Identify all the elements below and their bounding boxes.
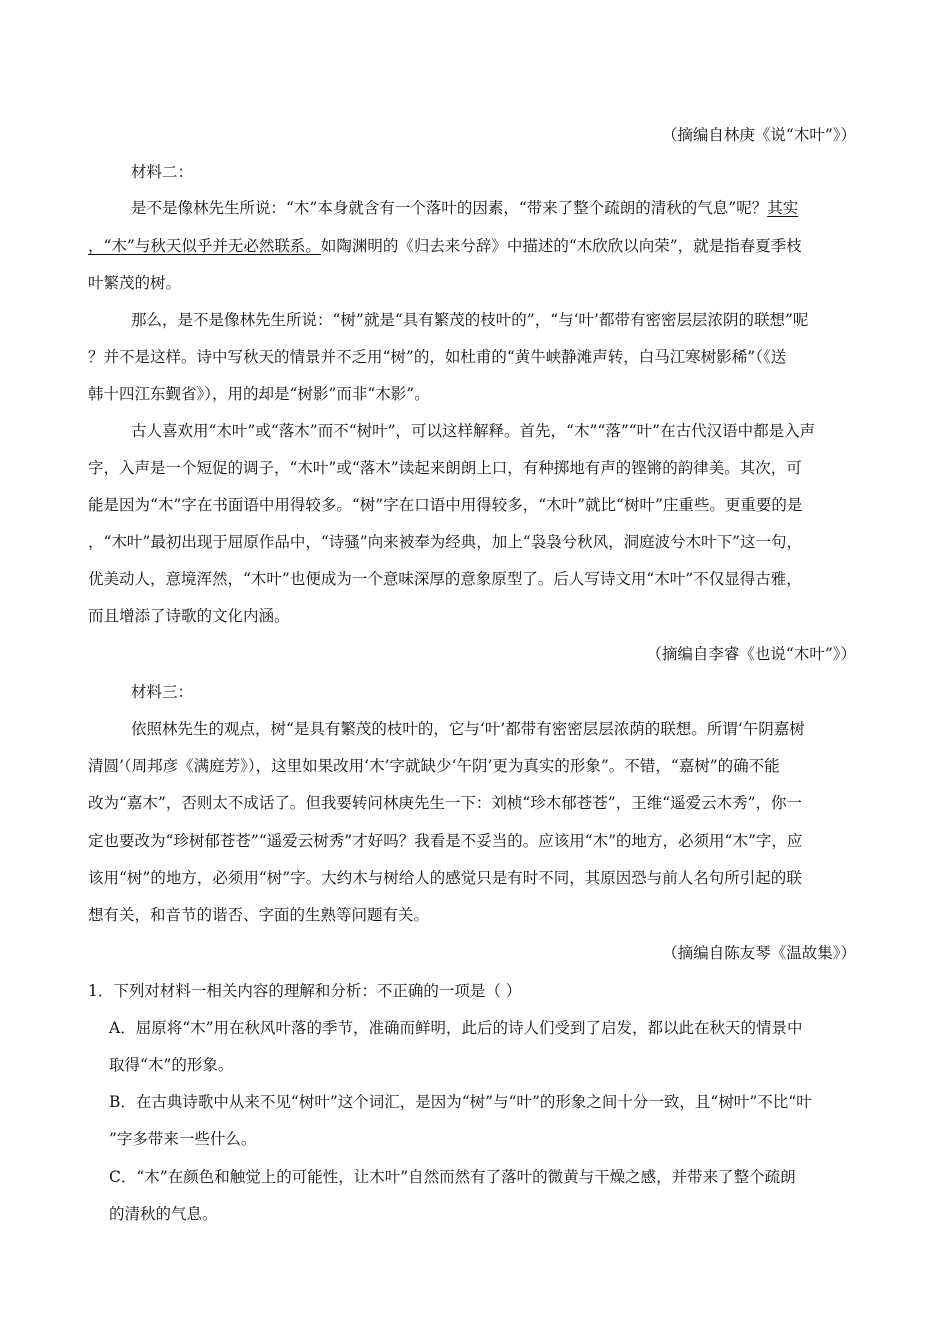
material-3-p1-line3: 改为“嘉木”，否则太不成话了。但我要转问林庚先生一下：刘桢“珍木郁苍苍”，王维“遥爱云木秀”，你一 xyxy=(88,794,803,812)
source-citation-1: （摘编自林庚《说“木叶”》） xyxy=(661,126,856,144)
material-3-p1-line6: 想有关，和音节的谐否、字面的生熟等问题有关。 xyxy=(88,906,430,924)
material-3-p1-line5: 该用“树”的地方，必须用“树”字。大约木与树给人的感觉只是有时不同，其原因恐与前人名句所引起的联 xyxy=(88,869,802,887)
option-b-line1: B．在古典诗歌中从来不见“树叶”这个词汇，是因为“树”与“叶”的形象之间十分一致，且“树叶”不比“叶 xyxy=(109,1093,812,1111)
material-3-p1-line4: 定也要改为“珍树郁苍苍”“遥爱云树秀”才好吗？我看是不妥当的。应该用“木”的地方，必须用“木”字，应 xyxy=(88,832,803,850)
question-1-stem: 1．下列对材料一相关内容的理解和分析：不正确的一项是（ ） xyxy=(88,982,522,1000)
material-2-p1-line2 xyxy=(88,236,858,256)
option-a-line1: A．屈原将“木”用在秋风叶落的季节，准确而鲜明，此后的诗人们受到了启发，都以此在秋天的情景中 xyxy=(109,1019,803,1037)
material-2-p3-line6: 而且增添了诗歌的文化内涵。 xyxy=(88,607,290,625)
underlined-text: ，“木”与秋天似乎并无必然联系。 xyxy=(88,237,321,255)
material-2-p3-line3: 能是因为“木”字在书面语中用得较多。“树”字在口语中用得较多，“木叶”就比“树叶”庄重些。更重要的是 xyxy=(88,496,803,514)
material-3-heading: 材料三： xyxy=(131,683,194,701)
material-2-p3-line5: 优美动人，意境浑然，“木叶”也便成为一个意味深厚的意象原型了。后人写诗文用“木叶”不仅显得古雅， xyxy=(88,570,802,588)
material-2-heading: 材料二： xyxy=(131,163,194,181)
material-2-p3-line1: 古人喜欢用“木叶”或“落木”而不“树叶”，可以这样解释。首先，“木”“落”“叶”在古代汉语中都是入声 xyxy=(131,422,816,440)
material-2-p1-line1-text: 是不是像林先生所说：“木”本身就含有一个落叶的因素，“带来了整个疏朗的清秋的气息”呢？ xyxy=(131,199,768,217)
material-2-p3-line4: ，“木叶”最初出现于屈原作品中，“诗骚”向来被奉为经典，加上“袅袅兮秋风，洞庭波兮木叶下”这一句， xyxy=(88,533,803,551)
option-b-line2: ”字多带来一些什么。 xyxy=(109,1130,257,1148)
material-2-p1-line1 xyxy=(131,198,858,218)
material-2-p3-line2: 字，入声是一个短促的调子，“木叶”或“落木”读起来朗朗上口，有种掷地有声的铿锵的韵律美。其次，可 xyxy=(88,459,802,477)
material-3-p1-line1: 依照林先生的观点，树“是具有繁茂的枝叶的，它与‘叶’都带有密密层层浓荫的联想。所谓‘午阴嘉树 xyxy=(131,720,805,738)
source-citation-3: （摘编自陈友琴《温故集》） xyxy=(662,944,856,962)
option-a-line2: 取得“木”的形象。 xyxy=(109,1056,234,1074)
source-citation-2: （摘编自李睿《也说“木叶”》） xyxy=(646,645,856,663)
material-3-p1-line2: 清圆’（周邦彦《满庭芳》），这里如果改用‘木’字就缺少‘午阴’更为真实的形象”。不错，“嘉树”的确不能 xyxy=(88,757,780,775)
material-2-p1-line3: 叶繁茂的树。 xyxy=(88,274,182,292)
option-c-line2: 的清秋的气息。 xyxy=(109,1205,218,1223)
option-c-line1: C．“木”在颜色和触觉上的可能性，让木叶”自然而然有了落叶的微黄与干燥之感，并带来了整个疏朗 xyxy=(109,1168,796,1186)
material-2-p2-line2: ？并不是这样。诗中写秋天的情景并不乏用“树”的，如杜甫的“黄牛峡静滩声转，白马江寒树影稀”（《送 xyxy=(88,348,787,366)
material-2-p1-line2-text: 如陶渊明的《归去来兮辞》中描述的“木欣欣以向荣”，就是指春夏季枝 xyxy=(320,237,802,255)
underlined-text: 其实 xyxy=(767,199,799,217)
material-2-p2-line3: 韩十四江东觐省》），用的却是“树影”而非“木影”。 xyxy=(88,385,430,403)
material-2-p2-line1: 那么，是不是像林先生所说：“树”就是“具有繁茂的枝叶的”，“与‘叶’都带有密密层层浓阴的联想”呢 xyxy=(131,311,809,329)
